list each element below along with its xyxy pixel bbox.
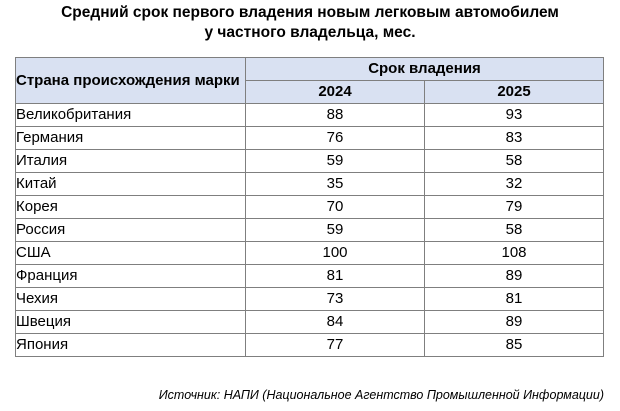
value-2024-cell: 77: [246, 334, 425, 357]
value-2025-cell: 58: [425, 150, 604, 173]
value-2024-cell: 59: [246, 219, 425, 242]
country-cell: Великобритания: [16, 104, 246, 127]
table-row: [16, 127, 604, 150]
country-cell: Франция: [16, 265, 246, 288]
country-cell: Корея: [16, 196, 246, 219]
value-2024-cell: 59: [246, 150, 425, 173]
table-row: [16, 219, 604, 242]
title-line-1: Средний срок первого владения новым легковым автомобилем: [61, 4, 559, 21]
country-cell: Россия: [16, 219, 246, 242]
country-cell: Чехия: [16, 288, 246, 311]
country-cell: Швеция: [16, 311, 246, 334]
value-2024-cell: 88: [246, 104, 425, 127]
country-cell: Япония: [16, 334, 246, 357]
value-2025-cell: 89: [425, 311, 604, 334]
country-cell: Германия: [16, 127, 246, 150]
value-2025-cell: 32: [425, 173, 604, 196]
table-body: [16, 104, 604, 357]
table-row: [16, 265, 604, 288]
table-row: [16, 242, 604, 265]
value-2024-cell: 100: [246, 242, 425, 265]
value-2024-cell: 35: [246, 173, 425, 196]
value-2025-cell: 58: [425, 219, 604, 242]
value-2025-cell: 108: [425, 242, 604, 265]
value-2024-cell: 76: [246, 127, 425, 150]
header-country: Страна происхождения марки: [16, 58, 246, 104]
value-2024-cell: 70: [246, 196, 425, 219]
value-2025-cell: 79: [425, 196, 604, 219]
value-2024-cell: 84: [246, 311, 425, 334]
table-header: [16, 58, 604, 104]
table-row: [16, 150, 604, 173]
header-ownership-period: Срок владения: [246, 58, 604, 81]
title-line-2: у частного владельца, мес.: [204, 24, 416, 41]
value-2025-cell: 93: [425, 104, 604, 127]
value-2025-cell: 85: [425, 334, 604, 357]
table-row: [16, 288, 604, 311]
header-year-2024: 2024: [246, 81, 425, 104]
country-cell: Италия: [16, 150, 246, 173]
chart-title: [0, 3, 620, 43]
country-cell: США: [16, 242, 246, 265]
country-cell: Китай: [16, 173, 246, 196]
value-2024-cell: 73: [246, 288, 425, 311]
value-2025-cell: 89: [425, 265, 604, 288]
source-note: Источник: НАПИ (Национальное Агентство Промышленной Информации): [158, 388, 604, 402]
table-row: [16, 196, 604, 219]
table-row: [16, 173, 604, 196]
header-year-2025: 2025: [425, 81, 604, 104]
table-row: [16, 334, 604, 357]
value-2024-cell: 81: [246, 265, 425, 288]
table-row: [16, 311, 604, 334]
ownership-table: [15, 57, 604, 357]
value-2025-cell: 81: [425, 288, 604, 311]
value-2025-cell: 83: [425, 127, 604, 150]
table-row: [16, 104, 604, 127]
